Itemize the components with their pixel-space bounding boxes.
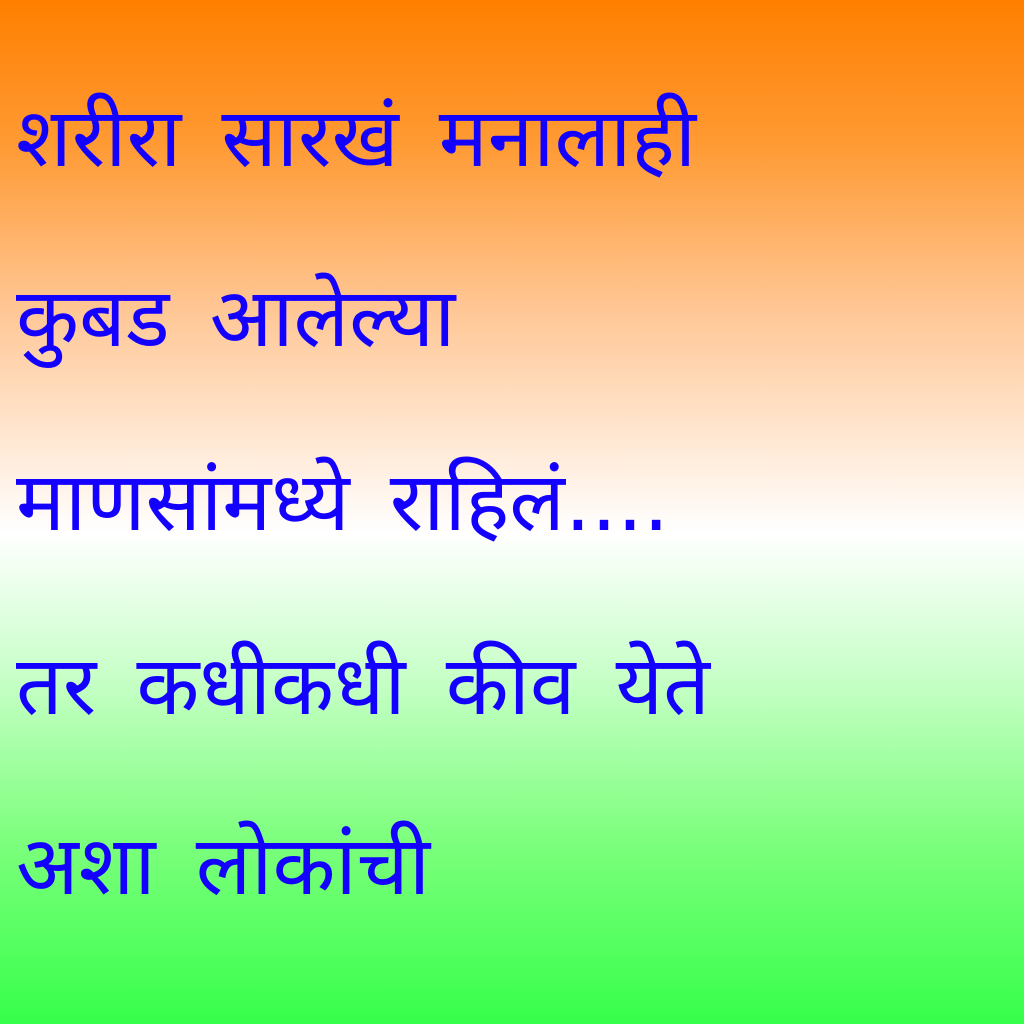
quote-line-4: तर कधीकधी कीव येते	[16, 639, 710, 734]
quote-line-1: शरीरा सारखं मनालाही	[16, 91, 697, 186]
quote-line-5: अशा लोकांची	[16, 819, 431, 914]
quote-line-3: माणसांमध्ये राहिलं....	[16, 455, 670, 550]
quote-line-2: कुबड आलेल्या	[16, 271, 456, 366]
